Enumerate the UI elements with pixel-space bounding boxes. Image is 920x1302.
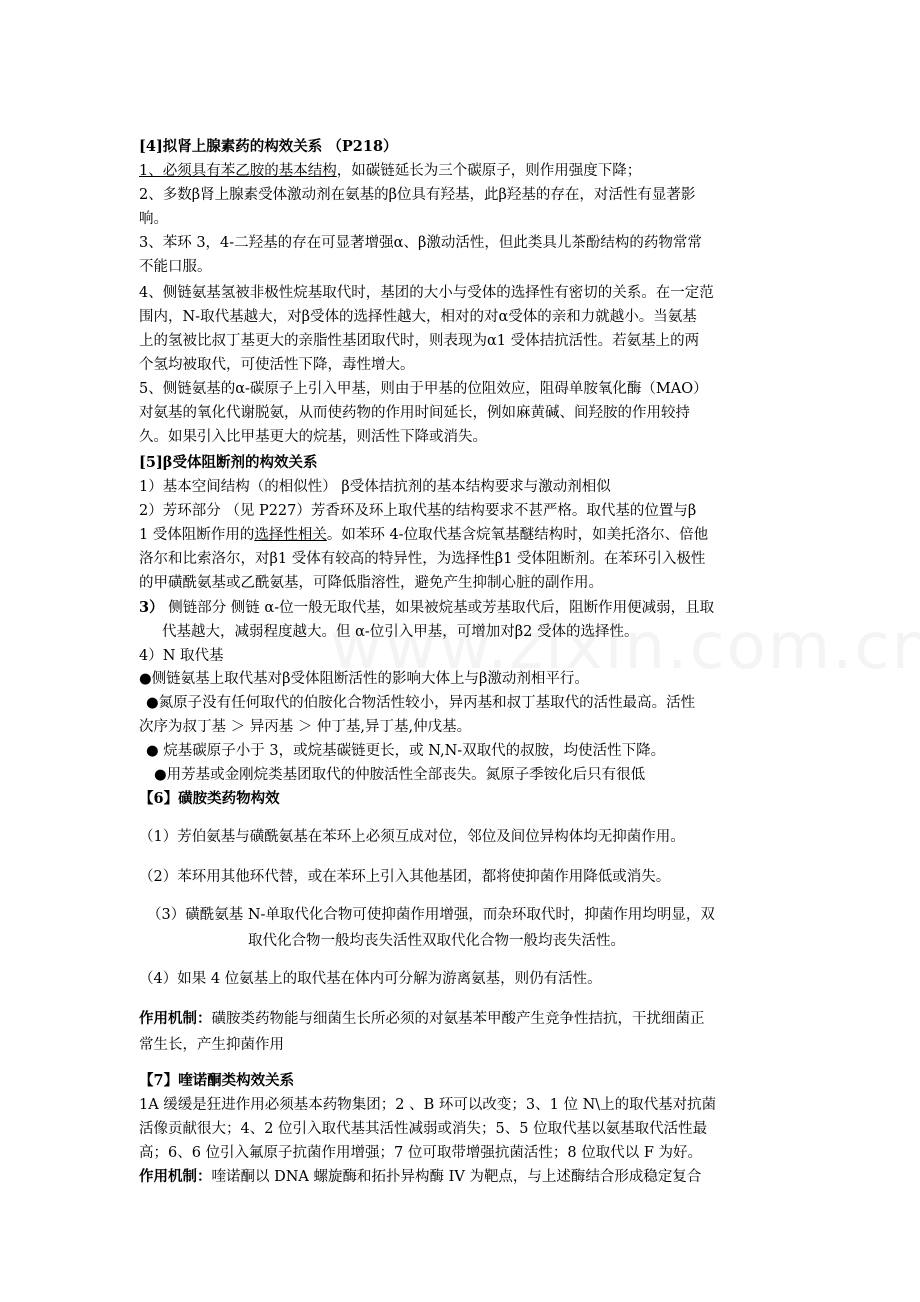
bold-text: 【7】喹诺酮类构效关系: [139, 1072, 295, 1089]
text-line: [139, 1008, 790, 1030]
text-line: [139, 402, 790, 424]
text-line: [139, 282, 790, 304]
text-line: [139, 788, 790, 810]
text-run: ，如碳链延长为三个碳原子，则作用强度下降；: [336, 163, 642, 179]
text-run: 活像贡献很大；4、2 位引入取代基其活性减弱或消失；5、5 位取代基以氨基取代活性最: [139, 1121, 708, 1137]
text-line: [139, 524, 790, 546]
text-run: 侧链部分 侧链 α-位一般无取代基，如果被烷基或芳基取代后，阻断作用便减弱，且取: [163, 600, 715, 616]
bold-text: 作用机制：: [139, 1168, 212, 1185]
text-line: [139, 597, 790, 619]
text-run: 久。如果引入比甲基更大的烷基，则活性下降或消失。: [139, 429, 487, 445]
text-run: 4、侧链氨基氢被非极性烷基取代时，基团的大小与受体的选择性有密切的关系。在一定范: [139, 285, 714, 301]
text-run: （4）如果 4 位氨基上的取代基在体内可分解为游离氨基，则仍有活性。: [139, 971, 602, 987]
text-line: [146, 692, 790, 714]
text-line: [139, 1118, 790, 1140]
text-line: [139, 306, 790, 328]
text-run: 1A 缓缓是狂进作用必须基本药物集团；2 、B 环可以改变；3、1 位 N\上的取代基对抗菌: [139, 1097, 717, 1113]
text-line: [139, 968, 790, 990]
text-line: [139, 1142, 790, 1164]
text-run: 。如苯环 4-位取代基含烷氧基醚结构时，如美托洛尔、倍他: [326, 527, 709, 543]
underlined-text: 选择性相关: [254, 527, 327, 543]
text-line: [139, 668, 790, 690]
text-run: （1）芳伯氨基与磺酰氨基在苯环上必须互成对位，邻位及间位异构体均无抑菌作用。: [139, 829, 685, 845]
text-line: [139, 330, 790, 352]
bold-text: 作用机制：: [139, 1010, 212, 1027]
text-line: [139, 160, 790, 182]
text-run: 常生长，产生抑菌作用: [139, 1037, 284, 1053]
bold-text: 【6】磺胺类药物构效: [139, 790, 280, 807]
text-run: 上的氢被比叔丁基更大的亲脂性基团取代时，则表现为α1 受体拮抗活性。若氨基上的两: [139, 333, 700, 349]
text-line: [139, 184, 790, 206]
text-line: [139, 354, 790, 376]
text-line: [162, 621, 790, 643]
text-line: [139, 1094, 790, 1116]
text-line: [139, 378, 790, 400]
text-line: [147, 904, 790, 926]
text-line: [146, 740, 790, 762]
text-line: [139, 452, 790, 474]
text-run: 围内，N-取代基越大，对β受体的选择性越大，相对的对α受体的亲和力就越小。当氨基: [139, 309, 697, 325]
text-run: 高；6、6 位引入氟原子抗菌作用增强；7 位可取带增强抗菌活性；8 位取代以 F 为好。: [139, 1145, 703, 1161]
text-line: [139, 476, 790, 498]
text-line: [139, 426, 790, 448]
text-line: [139, 500, 790, 522]
text-run: ● 烷基碳原子小于 3，或烷基碳链更长，或 N,N-双取代的叔胺，均使活性下降。: [146, 743, 666, 759]
text-run: 1）基本空间结构（的相似性） β受体拮抗剂的基本结构要求与激动剂相似: [139, 479, 611, 495]
text-run: 洛尔和比索洛尔，对β1 受体有较高的特异性，为选择性β1 受体阻断剂。在苯环引入极性: [139, 551, 706, 567]
text-run: 5、侧链氨基的α-碳原子上引入甲基，则由于甲基的位阻效应，阻碍单胺氧化酶（MAO）: [139, 381, 708, 397]
text-line: [139, 1070, 790, 1092]
text-line: [139, 826, 790, 848]
text-line: [139, 136, 790, 158]
text-run: 对氨基的氧化代谢脱氨，从而使药物的作用时间延长，例如麻黄碱、间羟胺的作用较持: [139, 405, 690, 421]
text-run: 响。: [139, 211, 168, 227]
text-run: 代基越大，减弱程度越大。但 α-位引入甲基，可增加对β2 受体的选择性。: [162, 624, 639, 640]
text-run: 次序为叔丁基 ＞ 异丙基 ＞ 仲丁基,异丁基,仲戊基。: [139, 719, 472, 735]
text-run: （3）磺酰氨基 N-单取代化合物可使抑菌作用增强，而杂环取代时，抑菌作用均明显，双: [147, 907, 715, 923]
text-run: ●侧链氨基上取代基对β受体阻断活性的影响大体上与β激动剂相平行。: [139, 671, 589, 687]
text-run: 3、苯环 3，4-二羟基的存在可显著增强α、β激动活性，但此类具儿茶酚结构的药物常常: [139, 235, 702, 251]
text-run: 磺胺类药物能与细菌生长所必须的对氨基苯甲酸产生竞争性拮抗，干扰细菌正: [211, 1011, 705, 1027]
text-line: [139, 256, 790, 278]
text-run: 个氢均被取代，可使活性下降，毒性增大。: [139, 357, 415, 373]
text-run: 取代化合物一般均丧失活性双取代化合物一般均丧失活性。: [248, 933, 625, 949]
text-line: [154, 764, 790, 786]
text-run: （2）苯环用其他环代替，或在苯环上引入其他基团，都将使抑菌作用降低或消失。: [139, 869, 671, 885]
text-line: [139, 1166, 790, 1188]
underlined-text: 1、必须具有苯乙胺的基本结构: [139, 163, 337, 179]
text-line: [139, 208, 790, 230]
text-run: 的甲磺酰氨基或乙酰氨基，可降低脂溶性，避免产生抑制心脏的副作用。: [139, 575, 603, 591]
text-run: ●氮原子没有任何取代的伯胺化合物活性较小，异丙基和叔丁基取代的活性最高。活性: [146, 695, 696, 711]
text-line: [248, 930, 790, 952]
text-run: 不能口服。: [139, 259, 212, 275]
bold-text: 3）: [139, 599, 164, 616]
text-line: [139, 645, 790, 667]
text-run: 4）N 取代基: [139, 648, 224, 664]
text-line: [139, 232, 790, 254]
text-run: 2、多数β肾上腺素受体激动剂在氨基的β位具有羟基，此β羟基的存在，对活性有显著影: [139, 187, 696, 203]
text-run: 喹诺酮以 DNA 螺旋酶和拓扑异构酶 IV 为靶点，与上述酶结合形成稳定复合: [211, 1169, 702, 1185]
text-run: 2）芳环部分 （见 P227）芳香环及环上取代基的结构要求不甚严格。取代基的位置与β: [139, 503, 697, 519]
text-line: [139, 716, 790, 738]
bold-text: [4]拟肾上腺素药的构效关系 （P218）: [139, 138, 398, 155]
text-run: ●用芳基或金刚烷类基团取代的仲胺活性全部丧失。氮原子季铵化后只有很低: [154, 767, 646, 783]
text-line: [139, 1034, 790, 1056]
bold-text: [5]β受体阻断剂的构效关系: [139, 454, 318, 471]
text-run: 1 受体阻断作用的: [139, 527, 255, 543]
text-line: [139, 548, 790, 570]
text-line: [139, 572, 790, 594]
text-line: [139, 866, 790, 888]
